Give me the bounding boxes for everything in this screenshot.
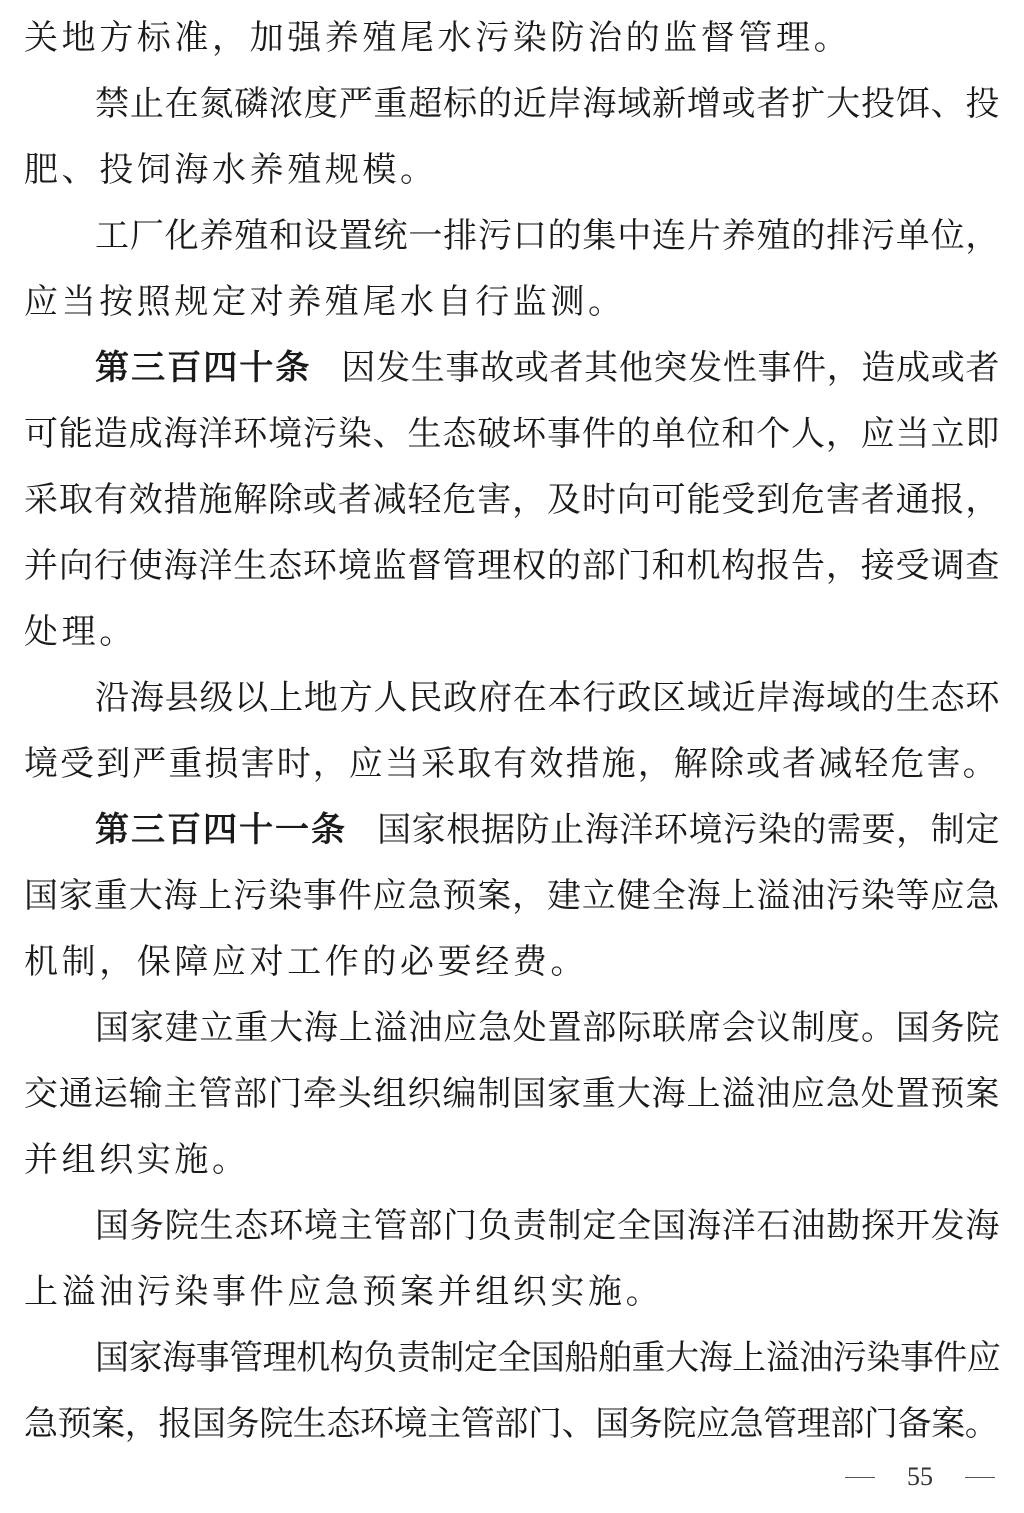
text-line: 禁止在氮磷浓度严重超标的近岸海域新增或者扩大投饵、投 [95, 84, 1000, 124]
text-line: 处理。 [24, 612, 137, 652]
text-line: 关地方标准，加强养殖尾水污染防治的监督管理。 [24, 18, 852, 58]
text-line: 境受到严重损害时，应当采取有效措施，解除或者减轻危害。 [24, 744, 999, 784]
text-line: 交通运输主管部门牵头组织编制国家重大海上溢油应急处置预案 [24, 1074, 1000, 1114]
article-341-text: 国家根据防止海洋环境污染的需要，制定 [377, 810, 1000, 850]
text-line: 沿海县级以上地方人民政府在本行政区域近岸海域的生态环 [95, 678, 1000, 718]
text-line: 急预案，报国务院生态环境主管部门、国务院应急管理部门备案。 [24, 1404, 999, 1444]
text-line: 采取有效措施解除或者减轻危害，及时向可能受到危害者通报， [24, 480, 1000, 520]
text-line: 上溢油污染事件应急预案并组织实施。 [24, 1272, 664, 1312]
article-341-heading: 第三百四十一条 [95, 810, 348, 850]
article-341-first-line [95, 810, 1000, 850]
text-line: 机制，保障应对工作的必要经费。 [24, 942, 588, 982]
footer-dash-left [845, 1477, 875, 1478]
footer-dash-right [965, 1477, 995, 1478]
text-line: 并组织实施。 [24, 1140, 250, 1180]
text-line: 应当按照规定对养殖尾水自行监测。 [24, 282, 626, 322]
page-footer [845, 1460, 995, 1494]
text-line: 国家海事管理机构负责制定全国船舶重大海上溢油污染事件应 [95, 1338, 1000, 1378]
text-line: 并向行使海洋生态环境监督管理权的部门和机构报告，接受调查 [24, 546, 1000, 586]
text-line: 国家重大海上污染事件应急预案，建立健全海上溢油污染等应急 [24, 876, 1000, 916]
text-line: 工厂化养殖和设置统一排污口的集中连片养殖的排污单位， [95, 216, 1000, 256]
text-line: 可能造成海洋环境污染、生态破坏事件的单位和个人，应当立即 [24, 414, 1000, 454]
article-340-text: 因发生事故或者其他突发性事件，造成或者 [341, 348, 1000, 388]
article-340-heading: 第三百四十条 [95, 348, 312, 388]
page-number: 55 [907, 1462, 933, 1491]
text-line: 国家建立重大海上溢油应急处置部际联席会议制度。国务院 [95, 1008, 1000, 1048]
article-340-first-line [95, 348, 1000, 388]
text-line: 国务院生态环境主管部门负责制定全国海洋石油勘探开发海 [95, 1206, 1000, 1246]
text-line: 肥、投饲海水养殖规模。 [24, 150, 438, 190]
